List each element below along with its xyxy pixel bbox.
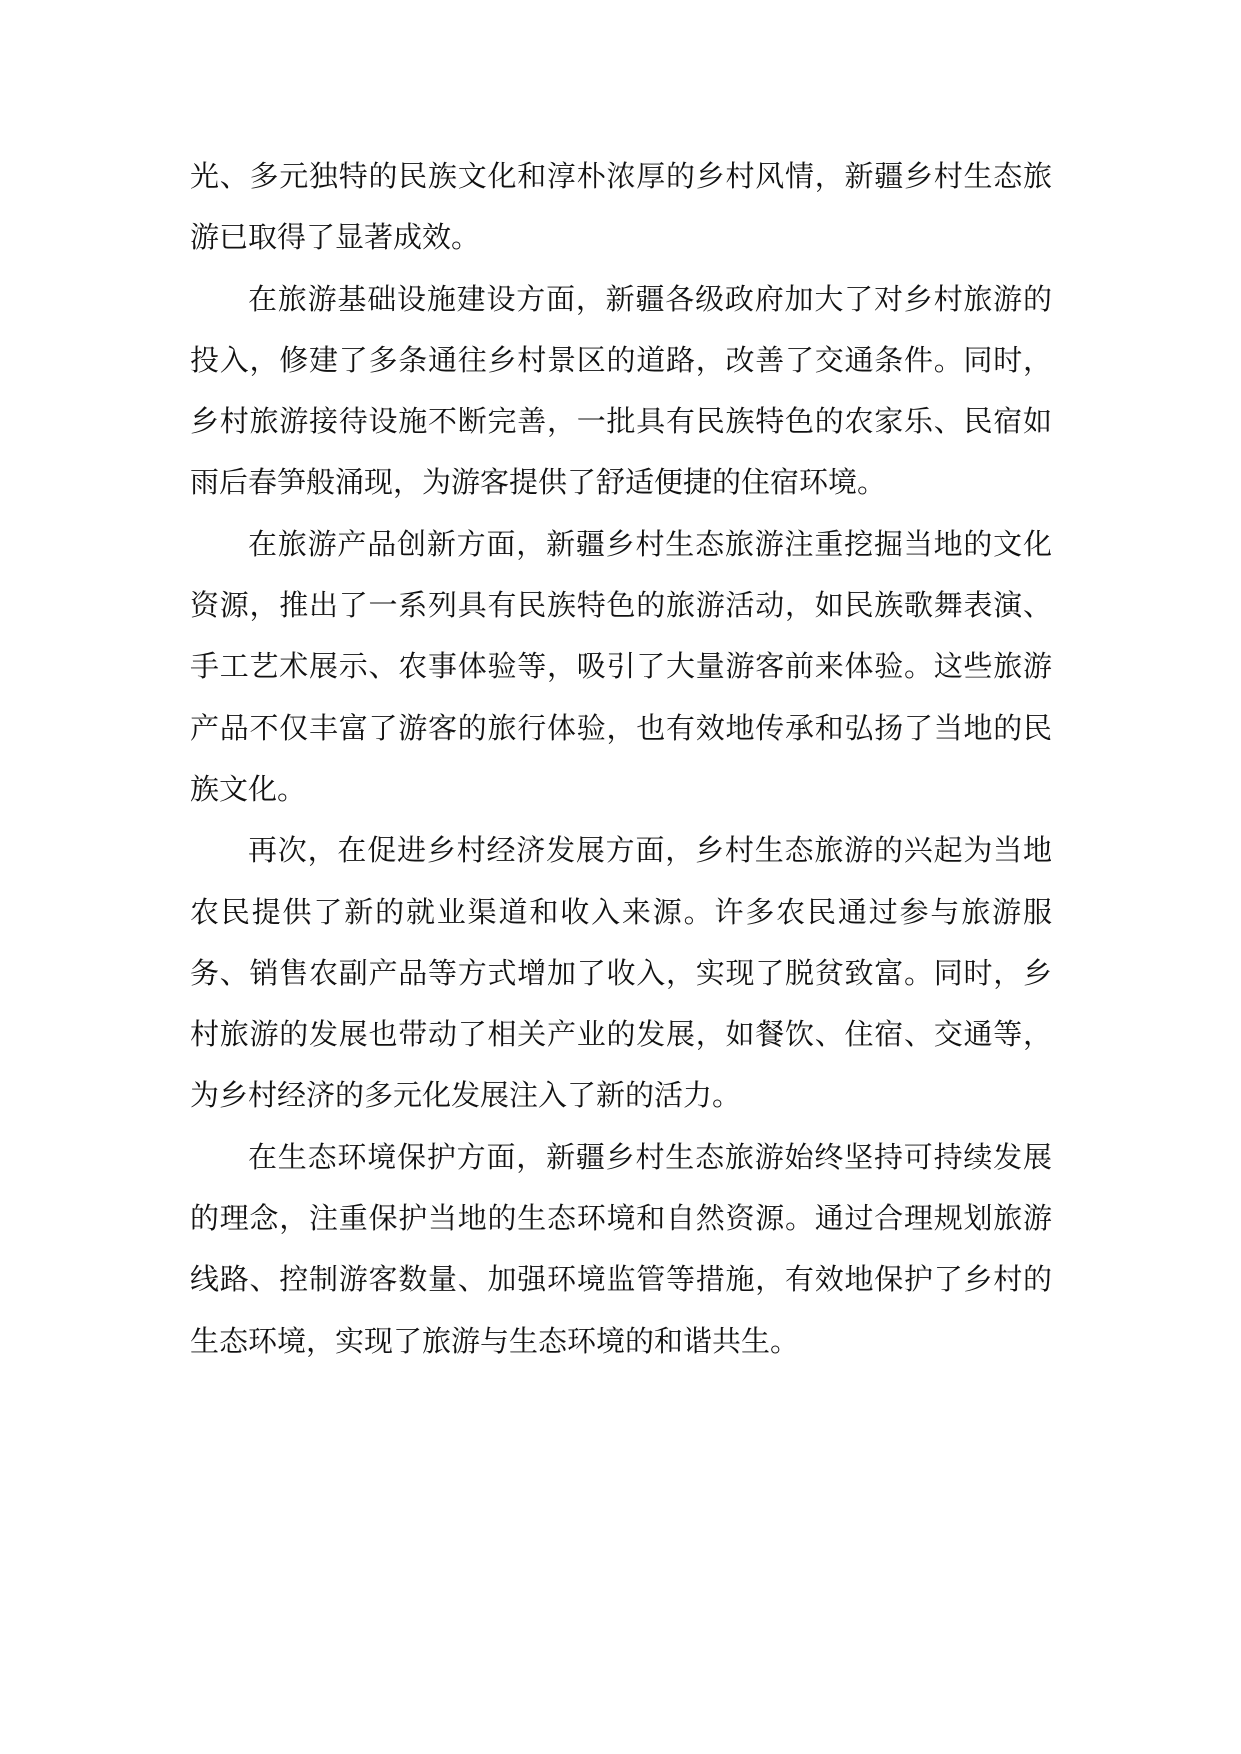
paragraph-5: 在生态环境保护方面，新疆乡村生态旅游始终坚持可持续发展的理念，注重保护当地的生态环境和自然资源。通过合理规划旅游线路、控制游客数量、加强环境监管等措施，有效地保护了乡村的生态环境，实现了旅游与生态环境的和谐共生。 [190,1139,1052,1358]
paragraph-2: 在旅游基础设施建设方面，新疆各级政府加大了对乡村旅游的投入，修建了多条通往乡村景区的道路，改善了交通条件。同时，乡村旅游接待设施不断完善，一批具有民族特色的农家乐、民宿如雨后春笋般涌现，为游客提供了舒适便捷的住宿环境。 [190,281,1052,500]
paragraph-1: 光、多元独特的民族文化和淳朴浓厚的乡村风情，新疆乡村生态旅游已取得了显著成效。 [190,159,1052,255]
paragraph-3: 在旅游产品创新方面，新疆乡村生态旅游注重挖掘当地的文化资源，推出了一系列具有民族特色的旅游活动，如民族歌舞表演、手工艺术展示、农事体验等，吸引了大量游客前来体验。这些旅游产品不仅丰富了游客的旅行体验，也有效地传承和弘扬了当地的民族文化。 [190,526,1052,806]
document-body [190,146,1052,1372]
paragraph-4: 再次，在促进乡村经济发展方面，乡村生态旅游的兴起为当地农民提供了新的就业渠道和收入来源。许多农民通过参与旅游服务、销售农副产品等方式增加了收入，实现了脱贫致富。同时，乡村旅游的发展也带动了相关产业的发展，如餐饮、住宿、交通等，为乡村经济的多元化发展注入了新的活力。 [190,833,1052,1113]
